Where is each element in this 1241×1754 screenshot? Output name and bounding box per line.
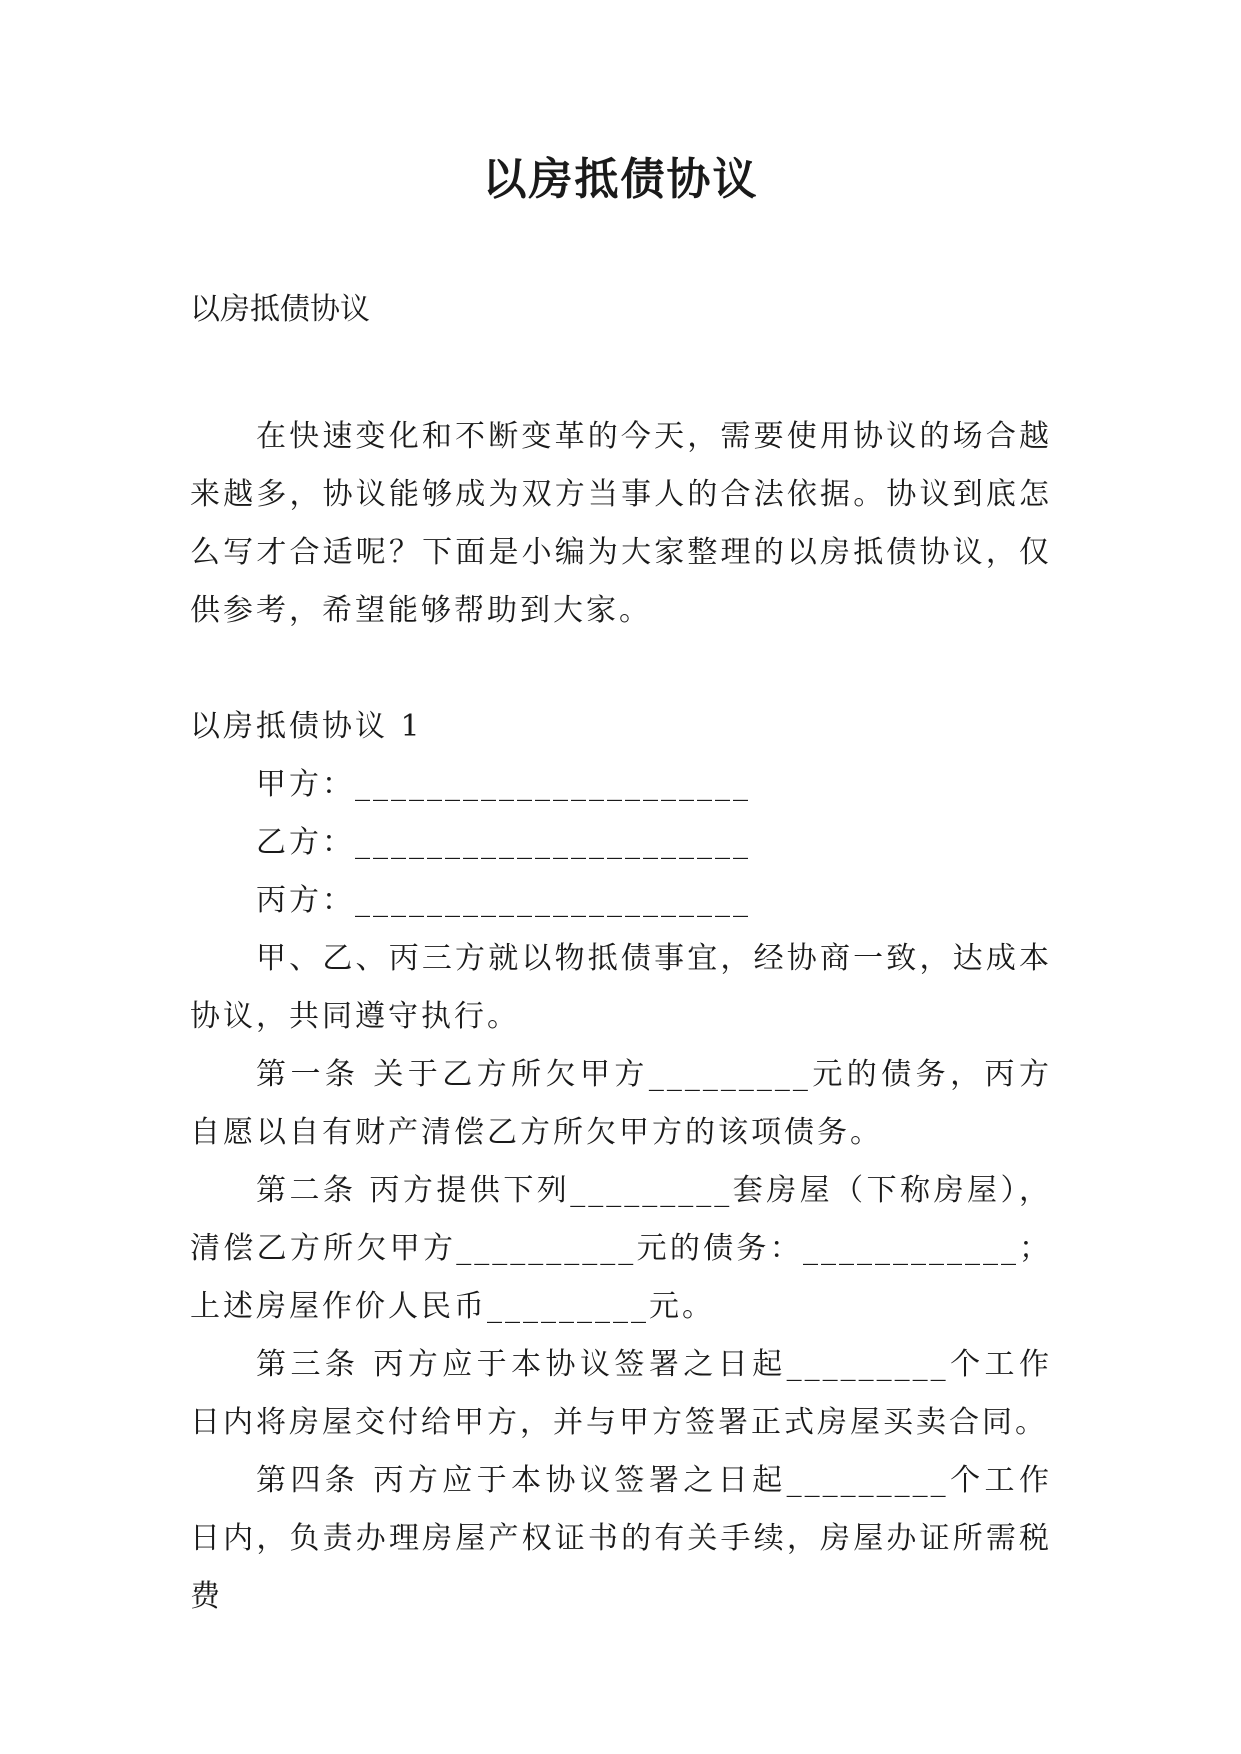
document-title: 以房抵债协议 — [482, 154, 759, 205]
party-c-line: 丙方：______________________ — [256, 883, 751, 918]
agreement-preamble: 甲、乙、丙三方就以物抵债事宜，经协商一致，达成本协议，共同遵守执行。 — [190, 941, 1052, 1034]
section-heading: 以房抵债协议 1 — [190, 709, 423, 744]
article-3: 第三条 丙方应于本协议签署之日起_________个工作日内将房屋交付给甲方，并与甲方签署正式房屋买卖合同。 — [190, 1347, 1052, 1440]
article-4: 第四条 丙方应于本协议签署之日起_________个工作日内，负责办理房屋产权证书的有关手续，房屋办证所需税费 — [190, 1463, 1052, 1614]
document-body — [190, 408, 1052, 1626]
party-b-line: 乙方：______________________ — [256, 825, 751, 860]
party-a-line: 甲方：______________________ — [256, 767, 751, 802]
article-2: 第二条 丙方提供下列_________套房屋（下称房屋），清偿乙方所欠甲方__________元的债务：____________；上述房屋作价人民币_________元。 — [190, 1173, 1052, 1324]
article-1: 第一条 关于乙方所欠甲方_________元的债务，丙方自愿以自有财产清偿乙方所欠甲方的该项债务。 — [190, 1057, 1052, 1150]
document-subtitle: 以房抵债协议 — [190, 292, 370, 327]
intro-paragraph: 在快速变化和不断变革的今天，需要使用协议的场合越来越多，协议能够成为双方当事人的合法依据。协议到底怎么写才合适呢？下面是小编为大家整理的以房抵债协议，仅供参考，希望能够帮助到大家。 — [190, 419, 1052, 628]
